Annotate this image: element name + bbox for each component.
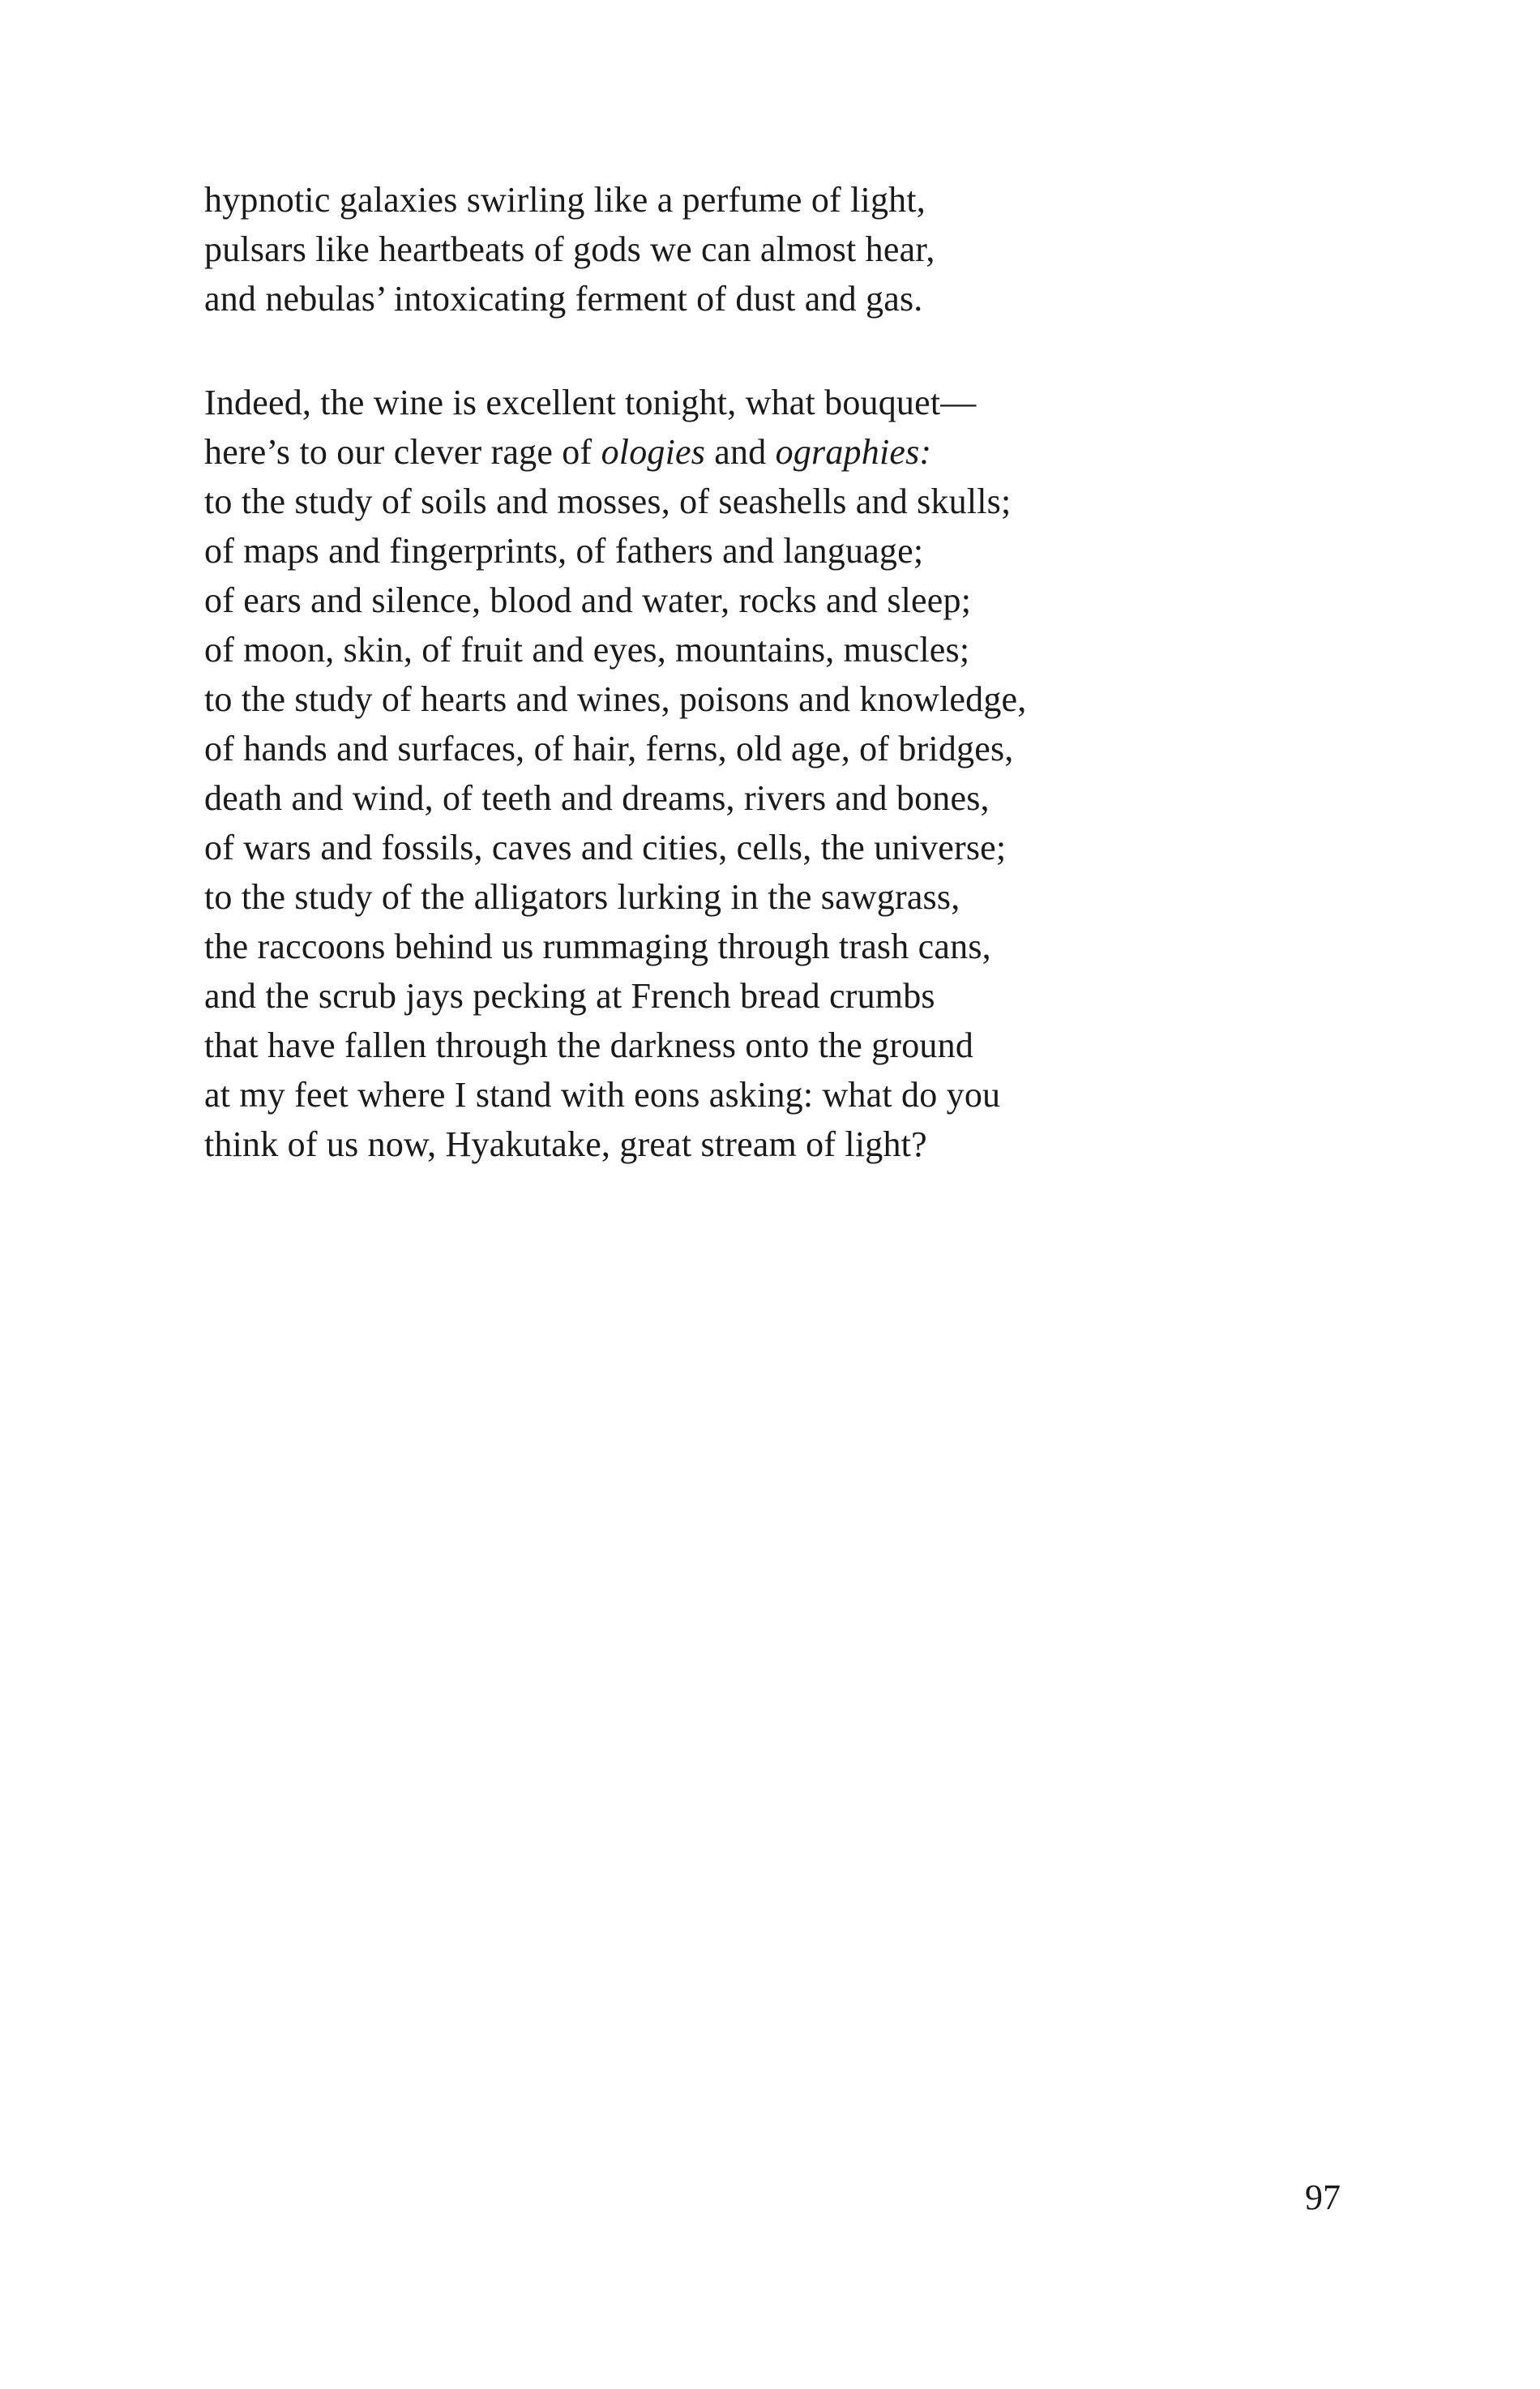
poem-line: to the study of soils and mosses, of seashells and skulls; <box>204 482 1012 521</box>
poem-line: of moon, skin, of fruit and eyes, mountains, muscles; <box>204 630 970 670</box>
page-number: 97 <box>1305 2177 1341 2217</box>
stanza-2 <box>204 378 1026 1169</box>
poem-line: to the study of the alligators lurking in the sawgrass, <box>204 877 960 917</box>
poem-line: death and wind, of teeth and dreams, rivers and bones, <box>204 778 990 818</box>
poem-line: and nebulas’ intoxicating ferment of dust and gas. <box>204 279 923 319</box>
poem-line: of hands and surfaces, of hair, ferns, old age, of bridges, <box>204 729 1014 769</box>
line-text: and <box>705 432 776 472</box>
poem-line: of maps and fingerprints, of fathers and language; <box>204 531 924 571</box>
poem-line: pulsars like heartbeats of gods we can almost hear, <box>204 229 935 269</box>
poem-line: and the scrub jays pecking at French bread crumbs <box>204 976 935 1016</box>
poem-line: the raccoons behind us rummaging through trash cans, <box>204 927 991 966</box>
poem-line: of ears and silence, blood and water, rocks and sleep; <box>204 580 972 620</box>
poem-line: hypnotic galaxies swirling like a perfume of light, <box>204 180 926 220</box>
italic-word-ographies: ographies: <box>775 432 932 472</box>
stanza-1 <box>204 175 935 323</box>
line-text: here’s to our clever rage of <box>204 432 601 472</box>
italic-word-ologies: ologies <box>601 432 706 472</box>
poem-line: of wars and fossils, caves and cities, cells, the universe; <box>204 828 1007 867</box>
poem-line: to the study of hearts and wines, poisons and knowledge, <box>204 679 1027 719</box>
poem-line: at my feet where I stand with eons asking: what do you <box>204 1075 1001 1115</box>
poem-line: that have fallen through the darkness onto the ground <box>204 1025 974 1065</box>
poem-line: Indeed, the wine is excellent tonight, what bouquet— <box>204 383 977 422</box>
poem-line-with-italics <box>204 427 1026 477</box>
poem-line: think of us now, Hyakutake, great stream of light? <box>204 1124 927 1164</box>
